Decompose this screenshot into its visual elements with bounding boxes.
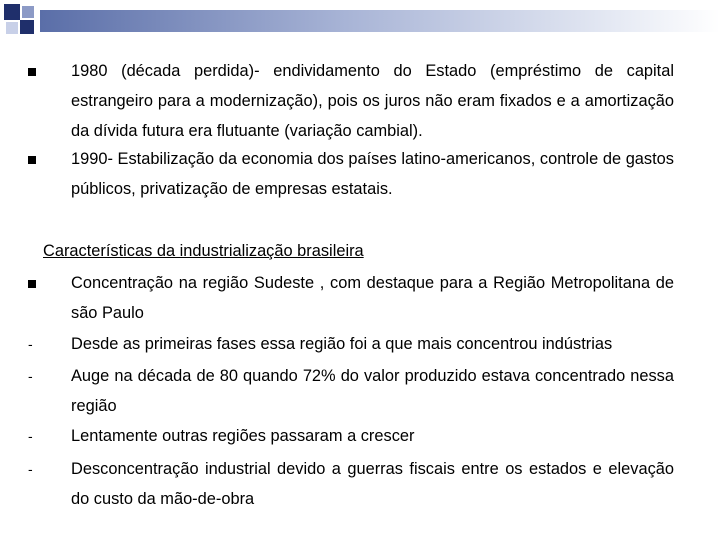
square-bullet-icon — [28, 144, 58, 174]
list-item-text: Lentamente outras regiões passaram a crescer — [71, 427, 415, 445]
deco-square — [4, 4, 20, 20]
list-item — [28, 56, 674, 146]
list-item-text: Desconcentração industrial devido a guerras fiscais entre os estados e elevação do custo da mão-de-obra — [71, 460, 674, 508]
header-gradient-band — [40, 10, 720, 32]
deco-square — [22, 6, 34, 18]
deco-square — [20, 20, 34, 34]
list-item-text: 1980 (década perdida)- endividamento do Estado (empréstimo de capital estrangeiro para a modernização), pois os juros não eram fixados e a amortização da dívida futura era flutuante (variação cambial). — [71, 62, 674, 140]
list-item — [28, 268, 674, 328]
list-item-text: Auge na década de 80 quando 72% do valor produzido estava concentrado nessa região — [71, 367, 674, 415]
list-item-text: 1990- Estabilização da economia dos países latino-americanos, controle de gastos públicos, privatização de empresas estatais. — [71, 150, 674, 198]
list-item-text: Desde as primeiras fases essa região foi a que mais concentrou indústrias — [71, 335, 613, 353]
list-item-text: Concentração na região Sudeste , com destaque para a Região Metropolitana de são Paulo — [71, 274, 674, 322]
list-item — [28, 144, 674, 204]
square-bullet-icon — [28, 268, 58, 298]
deco-square — [6, 22, 18, 34]
square-bullet-icon — [28, 56, 58, 86]
list-item — [28, 454, 674, 514]
list-item — [28, 421, 674, 451]
dash-bullet: - — [28, 336, 33, 352]
dash-bullet: - — [28, 461, 33, 477]
dash-bullet: - — [28, 428, 33, 444]
dash-bullet: - — [28, 368, 33, 384]
section-heading: Características da industrialização brasileira — [43, 242, 364, 260]
list-item — [28, 361, 674, 421]
list-item — [28, 329, 674, 359]
